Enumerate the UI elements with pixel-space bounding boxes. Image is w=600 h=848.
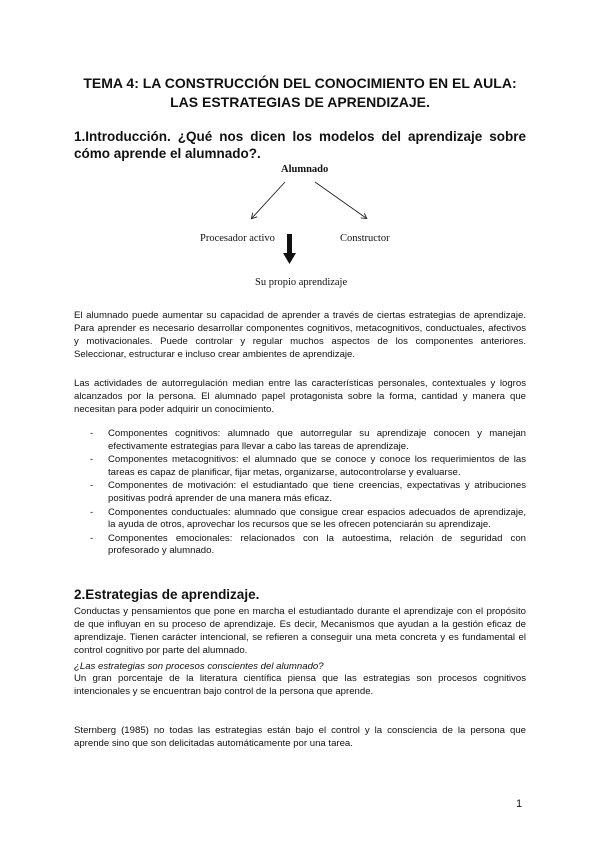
list-item: [74, 428, 526, 453]
list-dash: -: [90, 506, 94, 518]
list-dash: -: [90, 532, 94, 544]
arrow-to-constructor: [315, 182, 366, 218]
list-item-text: Componentes metacognitivos: el alumnado que se conoce y conoce los requerimientos de las tareas es capaz de planificar, fijar metas, organizarse, autocontrolarse y evaluarse.: [108, 454, 526, 478]
section-2-heading: 2.Estrategias de aprendizaje.: [74, 587, 260, 602]
strategies-question: ¿Las estrategias son procesos conscientes del alumnado?: [74, 661, 324, 672]
strategies-paragraph-2: Un gran porcentaje de la literatura científica piensa que las estrategias son procesos cognitivos intencionales y se encuentran bajo control de la persona que aprende.: [74, 673, 526, 697]
intro-paragraph-2: Las actividades de autorregulación median entre las características personales, contextuales y logros alcanzados por la persona. El alumnado papel protagonista sobre la forma, cantidad y manera que necesitan para poder adquirir un conocimiento.: [74, 378, 526, 415]
list-item: [74, 480, 526, 505]
section-1-heading: 1.Introducción. ¿Qué nos dicen los modelos del aprendizaje sobre cómo aprende el alumnado?.: [74, 129, 526, 161]
list-item: [74, 454, 526, 479]
learner-diagram: [180, 160, 420, 295]
diagram-label-learning: Su propio aprendizaje: [255, 277, 348, 288]
title-line-2: LAS ESTRATEGIAS DE APRENDIZAJE.: [170, 94, 430, 110]
list-dash: -: [90, 454, 94, 466]
page-number: 1: [516, 798, 523, 810]
components-list: [74, 428, 526, 559]
list-dash: -: [90, 480, 94, 492]
list-item-text: Componentes conductuales: alumnado que consigue crear espacios adecuados de aprendizaje, la ayuda de otros, aprovechar los recursos que se les ofrecen potenciarán su aprendizaje.: [108, 506, 526, 531]
strategies-paragraph-1: Conductas y pensamientos que pone en marcha el estudiantado durante el aprendizaje con el propósito de que influyan en su proceso de aprendizaje. Es decir, Mecanismos que ayudan a la gestión eficaz de aprendizaje. Tienen carácter intencional, se refieren a conseguir una meta concreta y es fundamental el control cognitivo por parte del alumnado.: [74, 606, 526, 656]
list-item: [74, 507, 526, 532]
diagram-arrows: [180, 160, 420, 295]
page-title: [60, 74, 540, 112]
list-item: [74, 533, 526, 558]
arrow-to-processor: [252, 182, 285, 218]
list-item-text: Componentes cognitivos: alumnado que autorregular su aprendizaje conocen y manejan efectivamente estrategias para llevar a cabo las tareas de aprendizaje.: [108, 428, 526, 452]
strategies-paragraph-3: Sternberg (1985) no todas las estrategias están bajo el control y la consciencia de la persona que aprende sino que son delicitadas automáticamente por una tarea.: [74, 725, 526, 749]
diagram-label-constructor: Constructor: [340, 233, 390, 244]
list-item-text: Componentes emocionales: relacionados con la autoestima, relación de seguridad con profesorado y alumnado.: [108, 532, 526, 557]
arrow-down-to-learning: [283, 234, 296, 264]
intro-paragraph-1: El alumnado puede aumentar su capacidad de aprender a través de ciertas estrategias de aprendizaje. Para aprender es necesario desarrollar componentes cognitivos, metacognitivos, conductuales, afectivos y motivacionales. Puede controlar y regular muchos aspectos de los componentes anteriores. Seleccionar, estructurar e incluso crear ambientes de aprendizaje.: [74, 310, 526, 360]
diagram-label-processor: Procesador activo: [200, 233, 275, 244]
diagram-label-alumnado: Alumnado: [281, 164, 329, 175]
list-dash: -: [90, 428, 94, 439]
title-line-1: TEMA 4: LA CONSTRUCCIÓN DEL CONOCIMIENTO EN EL AULA:: [83, 75, 517, 91]
list-item-text: Componentes de motivación: el estudiantado que tiene creencias, expectativas y atribuciones positivas podrá aprender de una manera más eficaz.: [108, 480, 526, 504]
